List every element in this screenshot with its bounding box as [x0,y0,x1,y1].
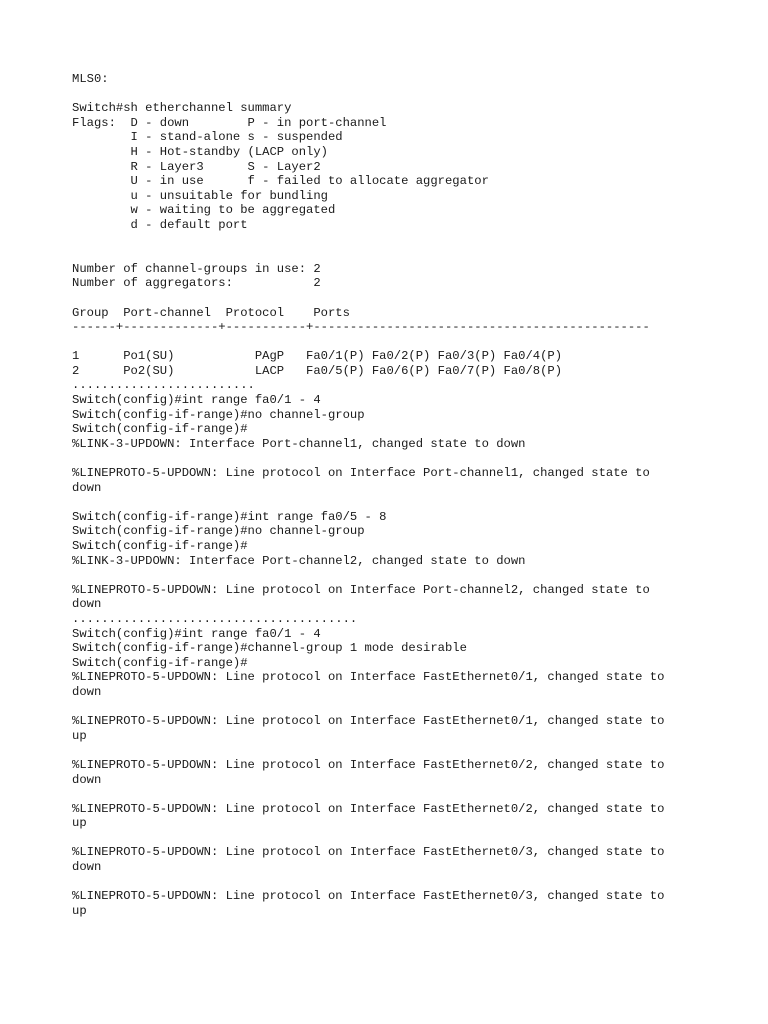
document-line [72,831,712,846]
document-line: 1 Po1(SU) PAgP Fa0/1(P) Fa0/2(P) Fa0/3(P) Fa0/4(P) [72,349,563,364]
document-line: %LINEPROTO-5-UPDOWN: Line protocol on Interface FastEthernet0/3, changed state to [72,889,665,904]
document-line: Switch(config-if-range)#no channel-group [72,407,365,422]
document-line: up [72,903,87,918]
document-line: %LINEPROTO-5-UPDOWN: Line protocol on Interface FastEthernet0/2, changed state to [72,801,665,816]
document-line [72,568,712,583]
document-line: Number of aggregators: 2 [72,276,321,291]
document-line: down [72,772,102,787]
document-line [72,247,712,262]
document-line: 2 Po2(SU) LACP Fa0/5(P) Fa0/6(P) Fa0/7(P) Fa0/8(P) [72,363,563,378]
document-line: w - waiting to be aggregated [72,203,336,218]
document-line: Switch(config)#int range fa0/1 - 4 [72,626,321,641]
document-line: ....................................... [72,611,358,626]
document-line: ......................... [72,378,255,393]
document-line: I - stand-alone s - suspended [72,130,343,145]
document-line: MLS0: [72,72,109,86]
document-line: Flags: D - down P - in port-channel [72,115,387,130]
document-line: down [72,597,102,612]
document-line: %LINK-3-UPDOWN: Interface Port-channel1, changed state to down [72,436,526,451]
document-line: %LINEPROTO-5-UPDOWN: Line protocol on Interface FastEthernet0/1, changed state to [72,670,665,685]
document-line: %LINEPROTO-5-UPDOWN: Line protocol on Interface FastEthernet0/1, changed state to [72,714,665,729]
document-line: Group Port-channel Protocol Ports [72,305,350,320]
document-line: %LINEPROTO-5-UPDOWN: Line protocol on Interface FastEthernet0/3, changed state to [72,845,665,860]
document-line: down [72,860,102,875]
document-line: down [72,684,102,699]
document-line: Switch(config-if-range)#int range fa0/5 - 8 [72,509,387,524]
document-line [72,87,712,102]
document-line: up [72,728,87,743]
document-line [72,233,712,248]
document-line [72,495,712,510]
document-line [72,291,712,306]
document-line: Switch#sh etherchannel summary [72,101,292,116]
document-line: %LINEPROTO-5-UPDOWN: Line protocol on Interface FastEthernet0/2, changed state to [72,757,665,772]
document-line: Number of channel-groups in use: 2 [72,261,321,276]
document-line: up [72,816,87,831]
document-line [72,700,712,715]
document-line [72,787,712,802]
document-line: H - Hot-standby (LACP only) [72,144,328,159]
document-line: Switch(config-if-range)# [72,655,248,670]
document-line: ------+-------------+-----------+---------------------------------------------- [72,320,650,335]
document-line: Switch(config-if-range)# [72,539,248,553]
document-line [72,875,712,890]
document-line [72,451,712,466]
document-line: u - unsuitable for bundling [72,188,328,203]
document-line: U - in use f - failed to allocate aggregator [72,174,489,189]
document-line: R - Layer3 S - Layer2 [72,159,321,174]
document-line: down [72,480,102,495]
document-line [72,335,712,350]
document-line: Switch(config-if-range)# [72,422,248,437]
document-line: %LINEPROTO-5-UPDOWN: Line protocol on Interface Port-channel1, changed state to [72,466,650,481]
document-line: d - default port [72,217,248,232]
document-line: Switch(config-if-range)#no channel-group [72,524,365,539]
document-body [72,72,712,918]
document-line: Switch(config-if-range)#channel-group 1 mode desirable [72,641,467,656]
document-line: %LINK-3-UPDOWN: Interface Port-channel2, changed state to down [72,553,526,568]
document-line: Switch(config)#int range fa0/1 - 4 [72,393,321,408]
document-line [72,743,712,758]
document-line: %LINEPROTO-5-UPDOWN: Line protocol on Interface Port-channel2, changed state to [72,582,650,597]
